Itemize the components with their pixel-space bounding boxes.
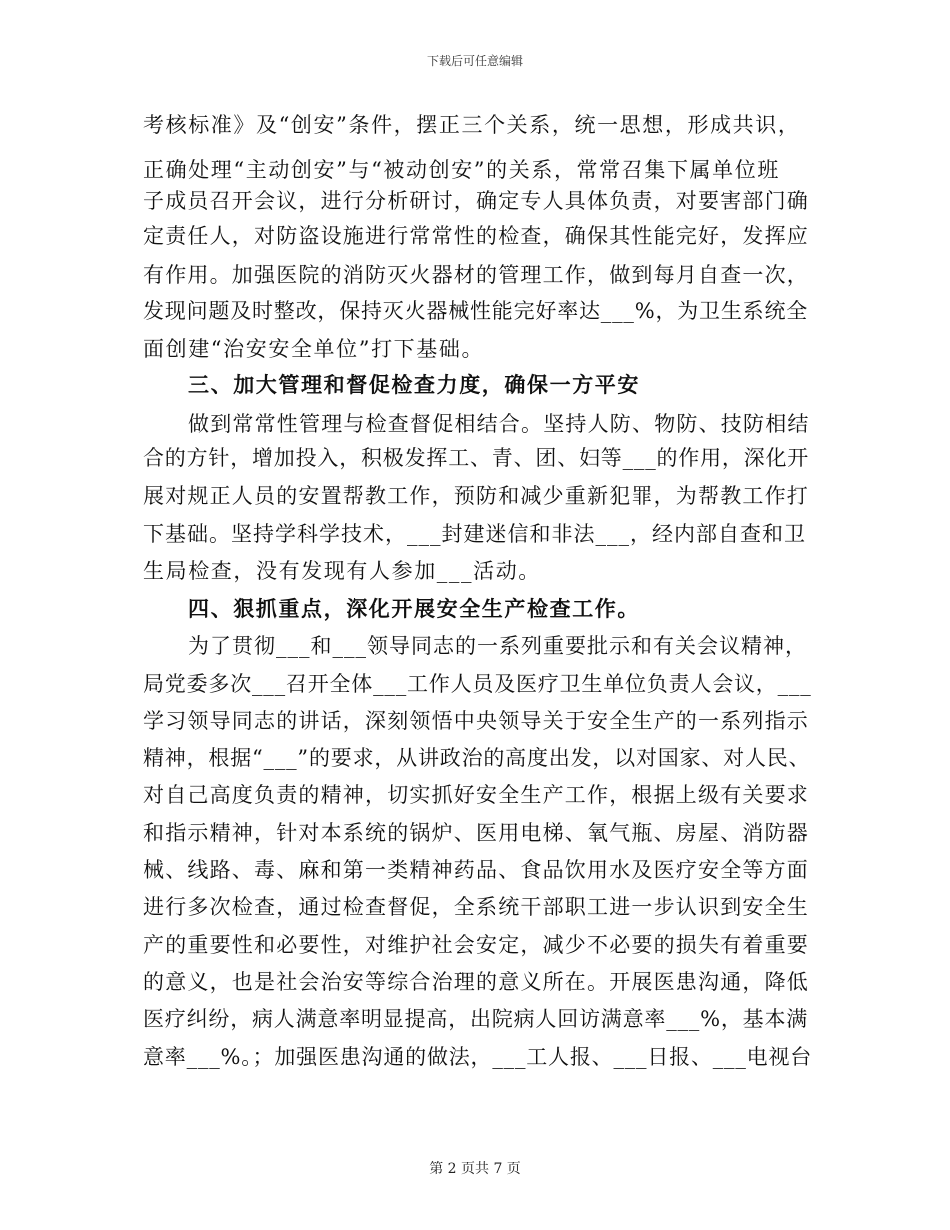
paragraph-line: 正确处理“主动创安”与“被动创安”的关系，常常召集下属单位班 [143,158,780,182]
section-heading: 三、加大管理和督促检查力度，确保一方平安 [188,372,640,397]
paragraph-line: 械、线路、毒、麻和第一类精神药品、食品饮用水及医疗安全等方面 [143,858,809,882]
paragraph-line: 意率___%。；加强医患沟通的做法，___工人报、___日报、___电视台 [143,1045,813,1069]
paragraph-line: 进行多次检查，通过检查督促，全系统干部职工进一步认识到安全生 [143,895,809,919]
paragraph-line: 的意义，也是社会治安等综合治理的意义所在。开展医患沟通，降低 [143,970,809,994]
paragraph-line: 精神，根据“___”的要求，从讲政治的高度出发，以对国家、对人民、 [143,746,811,770]
paragraph-line: 医疗纠纷，病人满意率明显提高，出院病人回访满意率___%，基本满 [143,1007,809,1031]
paragraph-line: 下基础。坚持学科学技术，___封建迷信和非法___，经内部自查和卫 [143,522,806,546]
paragraph-line: 合的方针，增加投入，积极发挥工、青、团、妇等___的作用，深化开 [143,446,810,470]
paragraph-line: 发现问题及时整改，保持灭火器械性能完好率达___%，为卫生系统全 [143,299,809,323]
page-header: 下载后可任意编辑 [426,54,523,68]
paragraph-line: 定责任人，对防盗设施进行常常性的检查，确保其性能完好，发挥应 [143,224,809,248]
paragraph-line: 生局检查，没有发现有人参加___活动。 [143,559,541,583]
paragraph-line: 和指示精神，针对本系统的锅炉、医用电梯、氧气瓶、房屋、消防器 [143,821,809,845]
paragraph-line: 考核标准》及“创安”条件，摆正三个关系，统一思想，形成共识， [143,113,801,137]
paragraph-line: 面创建“治安安全单位”打下基础。 [143,337,485,361]
paragraph-line: 产的重要性和必要性，对维护社会安定，减少不必要的损失有着重要 [143,933,809,957]
paragraph-line: 学习领导同志的讲话，深刻领悟中央领导关于安全生产的一系列指示 [143,709,809,733]
paragraph-line: 有作用。加强医院的消防灭火器材的管理工作，做到每月自查一次， [143,263,809,287]
paragraph-line: 子成员召开会议，进行分析研讨，确定专人具体负责，对要害部门确 [143,189,809,213]
paragraph-line: 局党委多次___召开全体___工作人员及医疗卫生单位负责人会议，___ [143,672,812,696]
page-number: 第 2 页共 7 页 [429,1161,521,1177]
paragraph-line: 做到常常性管理与检查督促相结合。坚持人防、物防、技防相结 [188,412,810,436]
paragraph-line: 为了贯彻___和___领导同志的一系列重要批示和有关会议精神， [188,634,807,658]
section-heading: 四、狠抓重点，深化开展安全生产检查工作。 [188,596,640,621]
paragraph-line: 对自己高度负责的精神，切实抓好安全生产工作，根据上级有关要求 [143,783,809,807]
paragraph-line: 展对规正人员的安置帮教工作，预防和减少重新犯罪，为帮教工作打 [143,484,809,508]
